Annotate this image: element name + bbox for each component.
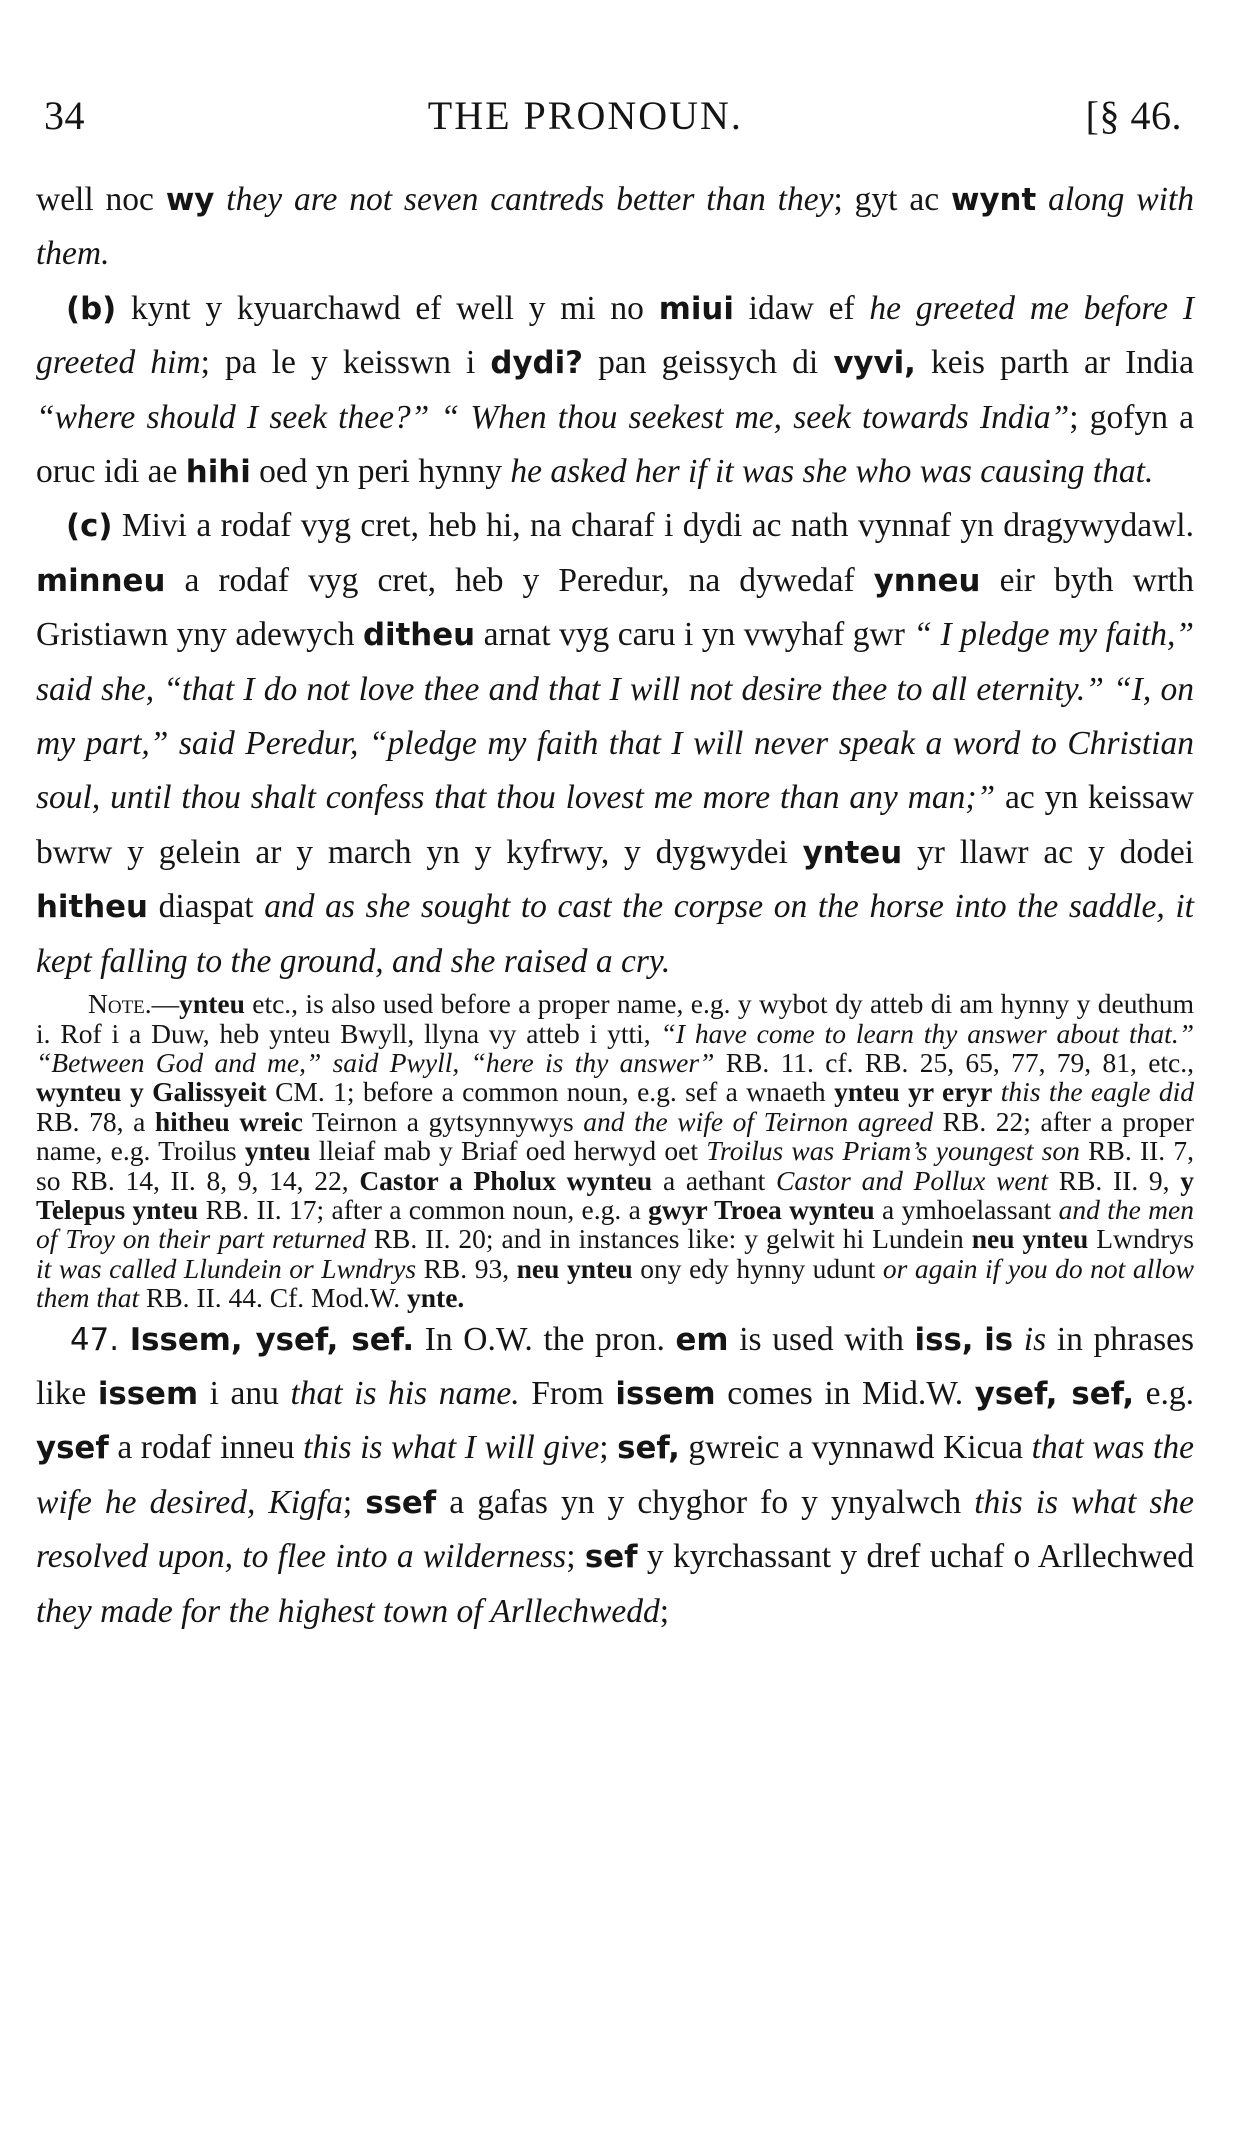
welsh-form: iss, <box>914 1321 974 1358</box>
translation: it was called Llundein or Lwndrys <box>36 1252 417 1284</box>
text-run: RB. II. 17; after a common noun, e.g. a <box>198 1193 649 1225</box>
translation: and as she sought to cast the corpse on the horse into the saddle, it kept falling to the ground, and she raised a cry. <box>36 888 1194 980</box>
text-run: Mivi a rodaf vyg cret, heb hi, na charaf i dydi ac nath vynnaf yn dragywydawl. <box>112 507 1194 545</box>
translation: along with them. <box>36 181 1195 273</box>
welsh-form: issem <box>615 1375 716 1412</box>
paragraph-label: (c) <box>66 508 113 545</box>
main-text <box>36 173 1194 1639</box>
welsh-form: Castor a Pholux wynteu <box>359 1164 653 1196</box>
footnote <box>36 989 1194 1312</box>
welsh-form: ynte. <box>407 1282 465 1314</box>
translation: “ When thou seekest me, seek towards India” <box>440 398 1070 436</box>
translation: he greeted me before I greeted him <box>36 289 1194 382</box>
welsh-form: ynteu <box>244 1135 311 1167</box>
text-run: ; pa le y keisswn i <box>200 344 491 382</box>
text-run: well noc <box>36 181 166 218</box>
page-number: 34 <box>44 93 85 138</box>
welsh-form: sef, <box>617 1430 680 1467</box>
welsh-form: hihi <box>185 454 251 491</box>
welsh-form: minneu <box>36 562 166 599</box>
text-run: From <box>519 1374 616 1412</box>
text-run: kynt y kyuarchawd ef well y mi no <box>116 289 659 327</box>
welsh-form: y Telepus ynteu <box>36 1164 1195 1225</box>
translation: this the eagle did <box>1000 1076 1195 1108</box>
section-heading: Issem, ysef, sef. <box>129 1321 415 1358</box>
text-run: arnat vyg caru i yn vwyhaf gwr <box>475 616 914 654</box>
text-run: a ymhoelassant <box>874 1193 1059 1225</box>
welsh-form: ysef, sef, <box>974 1375 1135 1412</box>
text-run: RB. 11. cf. RB. 25, 65, 77, 79, 81, etc., <box>714 1046 1195 1078</box>
welsh-form: is <box>984 1321 1014 1358</box>
text-run: ony edy hynny udunt <box>632 1252 883 1284</box>
translation: “ I pledge my faith,” said she, “that I do not love thee and that I will not desire thee to all eternity.” “I, on my part,” said Peredur, “pledge my faith that I will never speak a word to Christian soul, until thou shalt confess that thou lovest me more than any man;” <box>36 616 1195 817</box>
section-47 <box>36 1313 1194 1639</box>
running-title: THE PRONOUN. <box>427 93 743 138</box>
text-run: etc., is also used before a proper name, e.g. y wybot dy atteb di am hynny y deuthum i. Rof i a Duw, heb ynteu Bwyll, llyna vy atteb i ytti, <box>36 988 1194 1049</box>
text-run: In O.W. the pron. <box>414 1320 676 1358</box>
text-run: RB. II. 9, <box>1048 1164 1181 1196</box>
text-run: pan geissych di <box>583 344 834 382</box>
text-run: RB. 22; after a proper name, e.g. Troilus <box>36 1105 1195 1167</box>
welsh-form: vyvi, <box>833 345 916 382</box>
translation: this is what I will give <box>303 1429 600 1467</box>
text-run: a rodaf vyg cret, heb y Peredur, na dywedaf <box>165 561 874 599</box>
welsh-form: ynneu <box>873 562 981 599</box>
welsh-form: miui <box>658 290 734 327</box>
text-run: i anu <box>198 1374 291 1412</box>
text-run: ; <box>566 1538 585 1576</box>
text-run: a aethant <box>652 1164 776 1196</box>
translation: and the men of Troy on their part returned <box>36 1193 1194 1255</box>
translation: they are not seven cantreds better than they <box>226 181 834 218</box>
text-run: comes in Mid.W. <box>715 1374 975 1412</box>
welsh-form: issem <box>97 1375 199 1412</box>
welsh-form: neu ynteu <box>971 1223 1089 1255</box>
text-run: RB. 93, <box>416 1252 517 1284</box>
welsh-form: hitheu <box>36 889 148 926</box>
text-run: lleiaf mab y Briaf oed herwyd oet <box>310 1135 707 1167</box>
paragraph-c <box>36 499 1194 989</box>
text-run: eir byth wrth Gristiawn yny adewych <box>36 561 1194 654</box>
welsh-form: ysef <box>36 1430 109 1467</box>
text-run: y kyrchassant y dref uchaf o Arllechwed <box>637 1538 1195 1576</box>
note-dash: — <box>151 988 180 1020</box>
welsh-form: hitheu wreic <box>154 1105 303 1137</box>
translation: he asked her if it was she who was causing that. <box>510 453 1154 491</box>
text-run: oed yn peri hynny <box>250 453 511 491</box>
translation: Troilus was Priam’s youngest son <box>706 1135 1080 1167</box>
welsh-form: gwyr Troea wynteu <box>648 1193 875 1225</box>
text-run: is used with <box>728 1320 915 1358</box>
translation: that was the wife he desired, Kigfa <box>36 1429 1194 1521</box>
text-run: diaspat <box>148 888 265 926</box>
welsh-form: ditheu <box>362 617 476 654</box>
note-label: Note. <box>88 988 152 1020</box>
text-run: e.g. <box>1134 1374 1194 1412</box>
text-run: ac yn keissaw bwrw y gelein ar y march yn y kyfrwy, y dygwydei <box>36 779 1194 871</box>
welsh-form: wynteu y Galissyeit <box>36 1076 267 1108</box>
text-run: RB. II. 44. Cf. Mod.W. <box>139 1282 408 1314</box>
text-run: Teirnon a gytsynnywys <box>302 1105 584 1137</box>
welsh-form: wy <box>165 182 215 218</box>
text-run: Lwndrys <box>1088 1223 1194 1255</box>
translation: or again if you do not allow them that <box>36 1252 1195 1314</box>
translation: they made for the highest town of Arllechwedd <box>36 1592 660 1630</box>
text-run: gwreic a vynnawd Kicua <box>679 1429 1032 1467</box>
translation: is <box>1023 1320 1047 1358</box>
paragraph-b <box>36 282 1194 500</box>
running-header <box>36 92 1194 139</box>
text-run: keis parth ar India <box>915 344 1194 382</box>
translation: “where should I seek thee?” <box>36 398 430 436</box>
text-run: ; <box>342 1483 366 1521</box>
text-run: ; <box>659 1592 670 1630</box>
text-run: a gafas yn y chyghor fo y ynyalwch <box>436 1483 975 1521</box>
section-number: 47. <box>70 1321 120 1358</box>
welsh-form: ssef <box>365 1484 437 1521</box>
translation: and the wife of Teirnon agreed <box>583 1105 934 1137</box>
welsh-form: ynteu <box>802 834 903 871</box>
paragraph-label: (b) <box>66 290 117 327</box>
text-run: RB. II. 7, so RB. 14, II. 8, 9, 14, 22, <box>36 1135 1195 1196</box>
welsh-form: ynteu yr eryr <box>834 1076 993 1108</box>
translation: Castor and Pollux went <box>776 1164 1049 1196</box>
text-run: idaw ef <box>733 289 870 327</box>
text-run: CM. 1; before a common noun, e.g. sef a wnaeth <box>266 1076 835 1108</box>
text-run: yr llawr ac y dodei <box>902 833 1194 871</box>
text-run: RB. II. 20; and in instances like: y gelwit hi Lundein <box>365 1223 972 1255</box>
paragraph-a-continuation <box>36 173 1194 282</box>
translation: “I have come to learn thy answer about that.” “Between God and me,” said Pwyll, “here is thy answer” <box>36 1017 1194 1078</box>
welsh-form: wynt <box>951 182 1037 218</box>
text-run: a rodaf inneu <box>108 1429 304 1467</box>
welsh-form: dydi? <box>490 345 584 382</box>
text-run: ; gofyn a oruc idi ae <box>36 398 1194 491</box>
text-run: ; <box>599 1429 618 1467</box>
translation: that is his name. <box>290 1374 520 1412</box>
welsh-form: ynteu <box>179 988 245 1020</box>
section-marker: [§ 46. <box>1085 93 1182 138</box>
welsh-form: em <box>675 1321 729 1358</box>
text-run: RB. 78, a <box>36 1105 155 1137</box>
text-run: in phrases like <box>36 1320 1195 1412</box>
translation: this is what she resolved upon, to flee into a wilderness <box>36 1483 1194 1576</box>
text-run: ; gyt ac <box>833 181 951 218</box>
welsh-form: sef <box>584 1539 638 1576</box>
welsh-form: neu ynteu <box>516 1252 633 1284</box>
